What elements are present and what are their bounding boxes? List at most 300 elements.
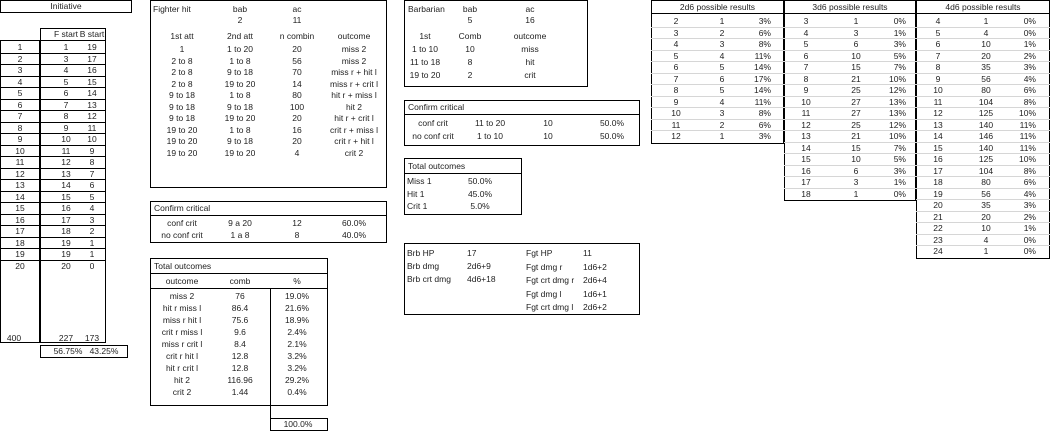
fighter-cell[interactable]: hit 2 [345,101,363,112]
initiative-f-start[interactable]: 8 [63,111,69,121]
barbarian-confirm-cell[interactable]: 11 to 20 [474,118,506,128]
dice-4d6-cell[interactable]: 4 [983,234,989,245]
col-header-f-start[interactable]: F start [53,29,79,39]
dice-4d6-cell[interactable]: 4% [1023,188,1036,199]
initiative-b-start[interactable]: 4 [89,203,95,213]
initiative-row-index[interactable]: 17 [15,226,25,236]
col-header-b-start[interactable]: B start [79,29,105,39]
fighter-confirm-cell[interactable]: 12 [292,218,302,228]
fighter-total-cell[interactable]: 86.4 [231,303,249,313]
initiative-b-start[interactable]: 10 [87,134,97,144]
fighter-cell[interactable]: 20 [292,113,302,123]
fighter-cell[interactable]: 56 [292,55,302,66]
dice-2d6-cell[interactable]: 6 [673,62,679,72]
dice-2d6-cell[interactable]: 4 [673,39,679,49]
dice-4d6-cell[interactable]: 1 [983,246,989,256]
dice-4d6-cell[interactable]: 2% [1023,50,1036,61]
fighter-cell[interactable]: 80 [292,90,302,100]
dice-3d6-cell[interactable]: 15 [801,154,811,164]
dice-3d6-cell[interactable]: 6 [803,50,809,61]
fighter-total-cell[interactable]: crit r hit l [165,351,199,361]
fighter-cell[interactable]: 1 [179,44,185,54]
dice-4d6-cell[interactable]: 0% [1023,16,1036,26]
barbarian-outcome-pct[interactable]: 5.0% [470,201,490,211]
dice-4d6-cell[interactable]: 35 [981,62,991,72]
fighter-cell[interactable]: crit r + miss l [330,124,378,135]
initiative-f-start[interactable]: 20 [61,260,71,271]
initiative-f-start[interactable]: 13 [61,168,71,179]
dice-2d6-cell[interactable]: 2 [719,27,725,38]
initiative-row-index[interactable]: 9 [17,134,23,144]
fighter-bab-label[interactable]: bab [232,4,248,14]
initiative-f-start[interactable]: 14 [61,180,71,190]
barbarian-col-header[interactable]: outcome [513,31,547,41]
dice-2d6-cell[interactable]: 6% [758,27,771,38]
fighter-confirm-cell[interactable]: no conf crit [161,230,203,240]
fighter-total-cell[interactable]: crit 2 [172,387,192,397]
fighter-cell[interactable]: 14 [292,78,302,89]
fighter-total-col-header[interactable]: outcome [165,276,199,286]
dice-4d6-cell[interactable]: 15 [933,142,943,153]
stat-label[interactable]: Fgt dmg l [526,288,562,299]
dice-4d6-cell[interactable]: 20 [981,50,991,61]
dice-3d6-cell[interactable]: 13% [888,108,906,118]
dice-4d6-cell[interactable]: 8% [1023,96,1036,107]
initiative-b-start[interactable]: 9 [89,145,95,156]
dice-3d6-cell[interactable]: 4 [803,27,809,38]
fighter-total-cell[interactable]: hit r crit l [165,363,199,373]
dice-4d6-cell[interactable]: 3% [1023,200,1036,210]
dice-2d6-cell[interactable]: 12 [671,131,681,141]
initiative-f-start[interactable]: 17 [61,214,71,225]
dice-3d6-cell[interactable]: 1% [893,27,906,38]
dice-4d6-cell[interactable]: 125 [978,108,994,118]
dice-3d6-cell[interactable]: 6 [853,165,859,176]
dice-2d6-cell[interactable]: 9 [673,96,679,107]
initiative-b-start[interactable]: 5 [89,191,95,202]
initiative-row-index[interactable]: 6 [17,99,23,110]
dice-3d6-cell[interactable]: 0% [893,16,906,26]
fighter-total-cell[interactable]: 116.96 [227,375,253,385]
fighter-cell[interactable]: 1 to 20 [227,44,253,54]
barbarian-outcome[interactable]: Crit 1 [407,201,428,211]
initiative-total-rolls[interactable]: 400 [6,333,22,343]
fighter-cell[interactable]: 16 [292,124,302,135]
dice-3d6-cell[interactable]: 16 [801,165,811,176]
initiative-b-start[interactable]: 3 [89,214,95,225]
dice-2d6-cell[interactable]: 6 [719,73,725,84]
dice-3d6-cell[interactable]: 27 [851,108,861,118]
fighter-ac-label[interactable]: ac [292,4,302,14]
initiative-row-index[interactable]: 8 [17,122,23,133]
stat-label[interactable]: Brb crt dmg [407,274,451,284]
dice-2d6-cell[interactable]: 3% [758,16,771,26]
dice-4d6-cell[interactable]: 18 [933,177,943,187]
dice-3d6-cell[interactable]: 12 [801,119,811,130]
initiative-row-index[interactable]: 14 [15,191,25,202]
barbarian-ac[interactable]: 16 [525,15,535,25]
initiative-title[interactable]: Initiative [50,1,82,11]
dice-3d6-cell[interactable]: 7% [893,62,906,72]
dice-3d6-cell[interactable]: 3% [893,39,906,49]
initiative-f-start[interactable]: 7 [63,99,69,110]
dice-3d6-cell[interactable]: 5% [893,50,906,61]
dice-4d6-cell[interactable]: 20 [933,200,943,210]
stat-value[interactable]: 4d6+18 [467,274,496,284]
dice-3d6-cell[interactable]: 1% [893,177,906,187]
dice-3d6-cell[interactable]: 3% [893,165,906,176]
initiative-f-start[interactable]: 12 [61,157,71,167]
dice-3d6-cell[interactable]: 21 [851,131,861,141]
dice-3d6-cell[interactable]: 15 [851,142,861,153]
fighter-cell[interactable]: miss r + crit l [330,78,378,89]
dice-4d6-cell[interactable]: 0% [1023,234,1036,245]
dice-4d6-cell[interactable]: 17 [933,165,943,176]
dice-4d6-cell[interactable]: 9 [935,73,941,84]
fighter-cell[interactable]: miss 2 [341,44,367,54]
barbarian-total-title[interactable]: Total outcomes [408,161,466,171]
initiative-row-index[interactable]: 15 [15,203,25,213]
dice-2d6-cell[interactable]: 8 [673,85,679,95]
dice-3d6-cell[interactable]: 1 [853,16,859,26]
dice-3d6-cell[interactable]: 13 [801,131,811,141]
dice-4d6-cell[interactable]: 4 [983,27,989,38]
stat-value[interactable]: 2d6+9 [467,261,491,271]
stat-value[interactable]: 17 [467,248,477,258]
initiative-row-index[interactable]: 5 [17,88,23,98]
dice-4d6-cell[interactable]: 11% [1019,131,1036,141]
fighter-total-cell[interactable]: miss r hit l [162,315,202,325]
fighter-total-cell[interactable]: 2.4% [287,327,307,337]
dice-4d6-cell[interactable]: 56 [981,73,991,84]
initiative-row-index[interactable]: 13 [15,180,25,190]
dice-3d6-cell[interactable]: 12% [888,85,906,95]
stat-label[interactable]: Fgt HP [526,248,553,258]
initiative-b-start[interactable]: 13 [87,99,97,110]
fighter-cell[interactable]: 19 to 20 [224,78,256,89]
initiative-f-pct[interactable]: 56.75% [53,346,83,356]
dice-4d6-cell[interactable]: 8% [1023,165,1036,176]
dice-2d6-cell[interactable]: 1 [719,131,725,141]
dice-3d6-cell[interactable]: 8 [803,73,809,84]
initiative-f-start[interactable]: 16 [61,203,71,213]
dice-4d6-cell[interactable]: 4% [1023,73,1036,84]
initiative-f-start[interactable]: 18 [61,226,71,236]
initiative-b-start[interactable]: 2 [89,226,95,236]
dice-4d6-cell[interactable]: 12 [933,108,943,118]
dice-4d6-cell[interactable]: 146 [978,131,994,141]
barbarian-outcome-pct[interactable]: 45.0% [467,188,493,199]
fighter-total-cell[interactable]: 29.2% [284,375,310,385]
initiative-b-start[interactable]: 17 [87,53,97,64]
fighter-title[interactable]: Fighter hit [153,4,191,14]
dice-3d6-cell[interactable]: 17 [801,177,811,187]
fighter-confirm-cell[interactable]: 1 a 8 [230,230,250,240]
fighter-cell[interactable]: 19 to 20 [224,147,256,158]
fighter-confirm-cell[interactable]: conf crit [167,218,197,228]
dice-3d6-cell[interactable]: 5% [893,154,906,164]
fighter-total-cell[interactable]: 3.2% [287,363,307,373]
barbarian-cell[interactable]: 1 to 10 [412,44,438,54]
dice-3d6-cell[interactable]: 18 [801,188,811,199]
initiative-row-index[interactable]: 12 [15,168,25,179]
fighter-confirm-cell[interactable]: 60.0% [341,218,367,228]
fighter-cell[interactable]: miss r + hit l [331,67,377,77]
initiative-f-start[interactable]: 3 [63,53,69,64]
dice-4d6-cell[interactable]: 4 [935,16,941,26]
dice-2d6-cell[interactable]: 8% [758,39,771,49]
dice-4d6-cell[interactable]: 11 [933,96,943,107]
dice-4d6-cell[interactable]: 20 [981,211,991,222]
dice-4d6-cell[interactable]: 10% [1018,108,1036,118]
stat-label[interactable]: Fgt dmg r [526,261,563,272]
dice-3d6-cell[interactable]: 27 [851,96,861,107]
dice-2d6-cell[interactable]: 11% [754,50,771,61]
dice-3d6-cell[interactable]: 14 [801,142,811,153]
stat-value[interactable]: 1d6+1 [583,288,607,299]
dice-3d6-title[interactable]: 3d6 possible results [812,2,888,12]
stat-value[interactable]: 1d6+2 [583,261,607,272]
dice-4d6-cell[interactable]: 35 [981,200,991,210]
fighter-cell[interactable]: 19 to 20 [166,136,198,146]
fighter-total-cell[interactable]: 2.1% [287,339,307,349]
dice-4d6-cell[interactable]: 56 [981,188,991,199]
barbarian-col-header[interactable]: 1st [419,31,431,41]
fighter-total-cell[interactable]: 12.8 [231,363,249,373]
dice-2d6-cell[interactable]: 3 [673,27,679,38]
dice-4d6-cell[interactable]: 125 [978,154,994,164]
barbarian-confirm-cell[interactable]: 10 [543,131,553,141]
dice-2d6-cell[interactable]: 5 [719,62,725,72]
fighter-col-header[interactable]: 2nd att [227,31,253,41]
dice-4d6-cell[interactable]: 13 [933,119,943,130]
barbarian-cell[interactable]: hit [525,57,535,67]
initiative-f-start[interactable]: 6 [63,88,69,98]
barbarian-bab[interactable]: 5 [467,15,473,25]
fighter-cell[interactable]: 19 to 20 [166,147,198,158]
fighter-bab[interactable]: 2 [237,15,243,25]
barbarian-outcome[interactable]: Miss 1 [407,176,432,186]
dice-3d6-cell[interactable]: 7 [803,62,809,72]
barbarian-cell[interactable]: 10 [465,44,475,54]
dice-2d6-cell[interactable]: 7 [673,73,679,84]
fighter-total-cell[interactable]: hit r miss l [162,303,202,313]
fighter-cell[interactable]: hit r + miss l [331,90,377,100]
fighter-cell[interactable]: 4 [294,147,300,158]
fighter-total-cell[interactable]: miss r crit l [161,339,203,349]
dice-4d6-cell[interactable]: 7 [935,50,941,61]
fighter-total-cell[interactable]: 75.6 [231,315,249,325]
initiative-row-index[interactable]: 11 [15,157,25,167]
barbarian-confirm-cell[interactable]: conf crit [418,118,448,128]
initiative-b-start[interactable]: 8 [89,157,95,167]
fighter-cell[interactable]: crit 2 [344,147,364,158]
dice-4d6-cell[interactable]: 10 [933,85,943,95]
initiative-row-index[interactable]: 20 [15,260,25,271]
dice-4d6-cell[interactable]: 6 [935,39,941,49]
dice-4d6-cell[interactable]: 6% [1023,85,1036,95]
dice-3d6-cell[interactable]: 3 [853,27,859,38]
dice-4d6-cell[interactable]: 8 [935,62,941,72]
barbarian-cell[interactable]: miss [521,44,539,54]
dice-2d6-cell[interactable]: 5 [673,50,679,61]
fighter-cell[interactable]: 9 to 18 [227,136,253,146]
fighter-col-header[interactable]: n combin [279,31,315,41]
dice-4d6-cell[interactable]: 2% [1023,211,1036,222]
dice-4d6-cell[interactable]: 22 [933,223,943,233]
dice-2d6-cell[interactable]: 3 [719,108,725,118]
dice-3d6-cell[interactable]: 25 [851,119,861,130]
barbarian-cell[interactable]: 11 to 18 [409,57,441,67]
dice-3d6-cell[interactable]: 10 [851,50,861,61]
dice-3d6-cell[interactable]: 0% [893,188,906,199]
dice-3d6-cell[interactable]: 6 [853,39,859,49]
dice-2d6-cell[interactable]: 3 [719,39,725,49]
dice-2d6-cell[interactable]: 1 [719,16,725,26]
stat-value[interactable]: 11 [583,248,592,258]
dice-2d6-cell[interactable]: 4 [719,50,725,61]
dice-2d6-cell[interactable]: 14% [753,62,771,72]
fighter-cell[interactable]: 70 [292,67,302,77]
stat-label[interactable]: Fgt crt dmg r [526,275,575,285]
fighter-cell[interactable]: 9 to 18 [169,101,195,112]
initiative-b-start[interactable]: 15 [87,76,97,87]
barbarian-confirm-cell[interactable]: 50.0% [599,118,625,128]
dice-3d6-cell[interactable]: 9 [803,85,809,95]
barbarian-outcome-pct[interactable]: 50.0% [467,176,493,186]
stat-label[interactable]: Brb HP [407,248,435,258]
dice-4d6-cell[interactable]: 11% [1019,142,1036,153]
barbarian-confirm-cell[interactable]: 50.0% [599,131,625,141]
initiative-row-index[interactable]: 10 [15,145,25,156]
stat-label[interactable]: Fgt crt dmg l [526,302,574,312]
initiative-row-index[interactable]: 18 [15,237,25,248]
initiative-row-index[interactable]: 7 [17,111,23,121]
initiative-b-start[interactable]: 16 [87,65,97,75]
fighter-total-sum[interactable]: 100.0% [283,419,313,429]
fighter-cell[interactable]: crit r + hit l [334,136,374,146]
dice-4d6-cell[interactable]: 104 [978,165,994,176]
initiative-row-index[interactable]: 3 [17,65,23,75]
fighter-cell[interactable]: 9 to 18 [227,101,253,112]
initiative-b-start[interactable]: 6 [89,180,95,190]
initiative-b-start[interactable]: 19 [87,42,97,52]
barbarian-cell[interactable]: 8 [467,57,473,67]
fighter-confirm-title[interactable]: Confirm critical [154,203,211,213]
fighter-total-cell[interactable]: hit 2 [173,375,191,385]
dice-4d6-cell[interactable]: 16 [933,154,943,164]
fighter-total-cell[interactable]: 8.4 [234,339,246,349]
fighter-cell[interactable]: 9 to 18 [169,113,195,123]
fighter-total-title[interactable]: Total outcomes [154,261,212,271]
initiative-f-start[interactable]: 11 [61,145,71,156]
initiative-b-start[interactable]: 7 [89,168,95,179]
dice-4d6-cell[interactable]: 10 [981,39,991,49]
dice-2d6-cell[interactable]: 17% [753,73,771,84]
fighter-ac[interactable]: 11 [292,15,302,25]
dice-4d6-cell[interactable]: 10 [981,223,991,233]
barbarian-cell[interactable]: crit [524,70,536,80]
fighter-cell[interactable]: 1 to 8 [229,90,251,100]
dice-4d6-title[interactable]: 4d6 possible results [945,2,1021,12]
dice-4d6-cell[interactable]: 1% [1023,39,1036,49]
fighter-confirm-cell[interactable]: 8 [294,230,300,240]
initiative-f-start[interactable]: 5 [63,76,69,87]
dice-4d6-cell[interactable]: 140 [978,119,994,130]
dice-3d6-cell[interactable]: 10% [888,73,906,84]
fighter-total-cell[interactable]: 19.0% [284,291,310,301]
fighter-total-cell[interactable]: 76 [235,291,245,301]
dice-4d6-cell[interactable]: 23 [933,234,943,245]
fighter-cell[interactable]: 1 to 8 [229,55,251,66]
fighter-cell[interactable]: 19 to 20 [166,124,198,135]
barbarian-bab-label[interactable]: bab [462,4,478,14]
fighter-cell[interactable]: 100 [289,101,305,112]
initiative-b-start[interactable]: 12 [87,111,97,121]
fighter-cell[interactable]: hit r + crit l [334,113,374,123]
fighter-cell[interactable]: 2 to 8 [171,67,193,77]
dice-2d6-cell[interactable]: 6% [758,119,771,130]
initiative-f-start[interactable]: 15 [61,191,71,202]
fighter-total-col-header[interactable]: % [293,276,301,286]
fighter-cell[interactable]: 2 to 8 [171,55,193,66]
initiative-b-start[interactable]: 1 [89,249,95,259]
dice-2d6-cell[interactable]: 14% [753,85,771,95]
dice-4d6-cell[interactable]: 80 [981,85,991,95]
fighter-cell[interactable]: 20 [292,136,302,146]
fighter-total-cell[interactable]: 9.6 [234,327,246,337]
fighter-cell[interactable]: 9 to 18 [227,67,253,77]
barbarian-confirm-cell[interactable]: no conf crit [412,131,454,141]
stat-value[interactable]: 2d6+2 [583,302,607,312]
dice-4d6-cell[interactable]: 140 [978,142,994,153]
dice-3d6-cell[interactable]: 10 [851,154,861,164]
dice-2d6-cell[interactable]: 3% [758,131,771,141]
dice-3d6-cell[interactable]: 11 [801,108,811,118]
dice-3d6-cell[interactable]: 12% [888,119,906,130]
initiative-f-start[interactable]: 10 [61,134,71,144]
fighter-cell[interactable]: 2 to 8 [171,78,193,89]
dice-2d6-cell[interactable]: 5 [719,85,725,95]
stat-value[interactable]: 2d6+4 [583,275,607,285]
fighter-cell[interactable]: 20 [292,44,302,54]
barbarian-confirm-cell[interactable]: 10 [543,118,553,128]
dice-2d6-cell[interactable]: 11% [754,96,771,107]
dice-4d6-cell[interactable]: 11% [1019,119,1036,130]
barbarian-outcome[interactable]: Hit 1 [407,188,425,199]
fighter-total-cell[interactable]: 18.9% [284,315,310,325]
initiative-b-total[interactable]: 173 [84,333,100,343]
dice-4d6-cell[interactable]: 19 [933,188,943,199]
initiative-row-index[interactable]: 16 [15,214,25,225]
dice-2d6-cell[interactable]: 2 [719,119,725,130]
dice-2d6-cell[interactable]: 8% [758,108,771,118]
dice-3d6-cell[interactable]: 3 [853,177,859,187]
barbarian-title[interactable]: Barbarian [408,4,445,14]
dice-4d6-cell[interactable]: 21 [933,211,943,222]
barbarian-confirm-cell[interactable]: 1 to 10 [477,131,503,141]
initiative-f-start[interactable]: 19 [61,249,71,259]
dice-2d6-cell[interactable]: 2 [673,16,679,26]
dice-2d6-title[interactable]: 2d6 possible results [679,2,756,12]
dice-4d6-cell[interactable]: 1% [1023,223,1036,233]
dice-3d6-cell[interactable]: 13% [888,96,906,107]
dice-3d6-cell[interactable]: 1 [853,188,859,199]
dice-4d6-cell[interactable]: 24 [933,246,943,256]
barbarian-ac-label[interactable]: ac [525,4,535,14]
dice-3d6-cell[interactable]: 15 [851,62,861,72]
dice-4d6-cell[interactable]: 104 [978,96,994,107]
